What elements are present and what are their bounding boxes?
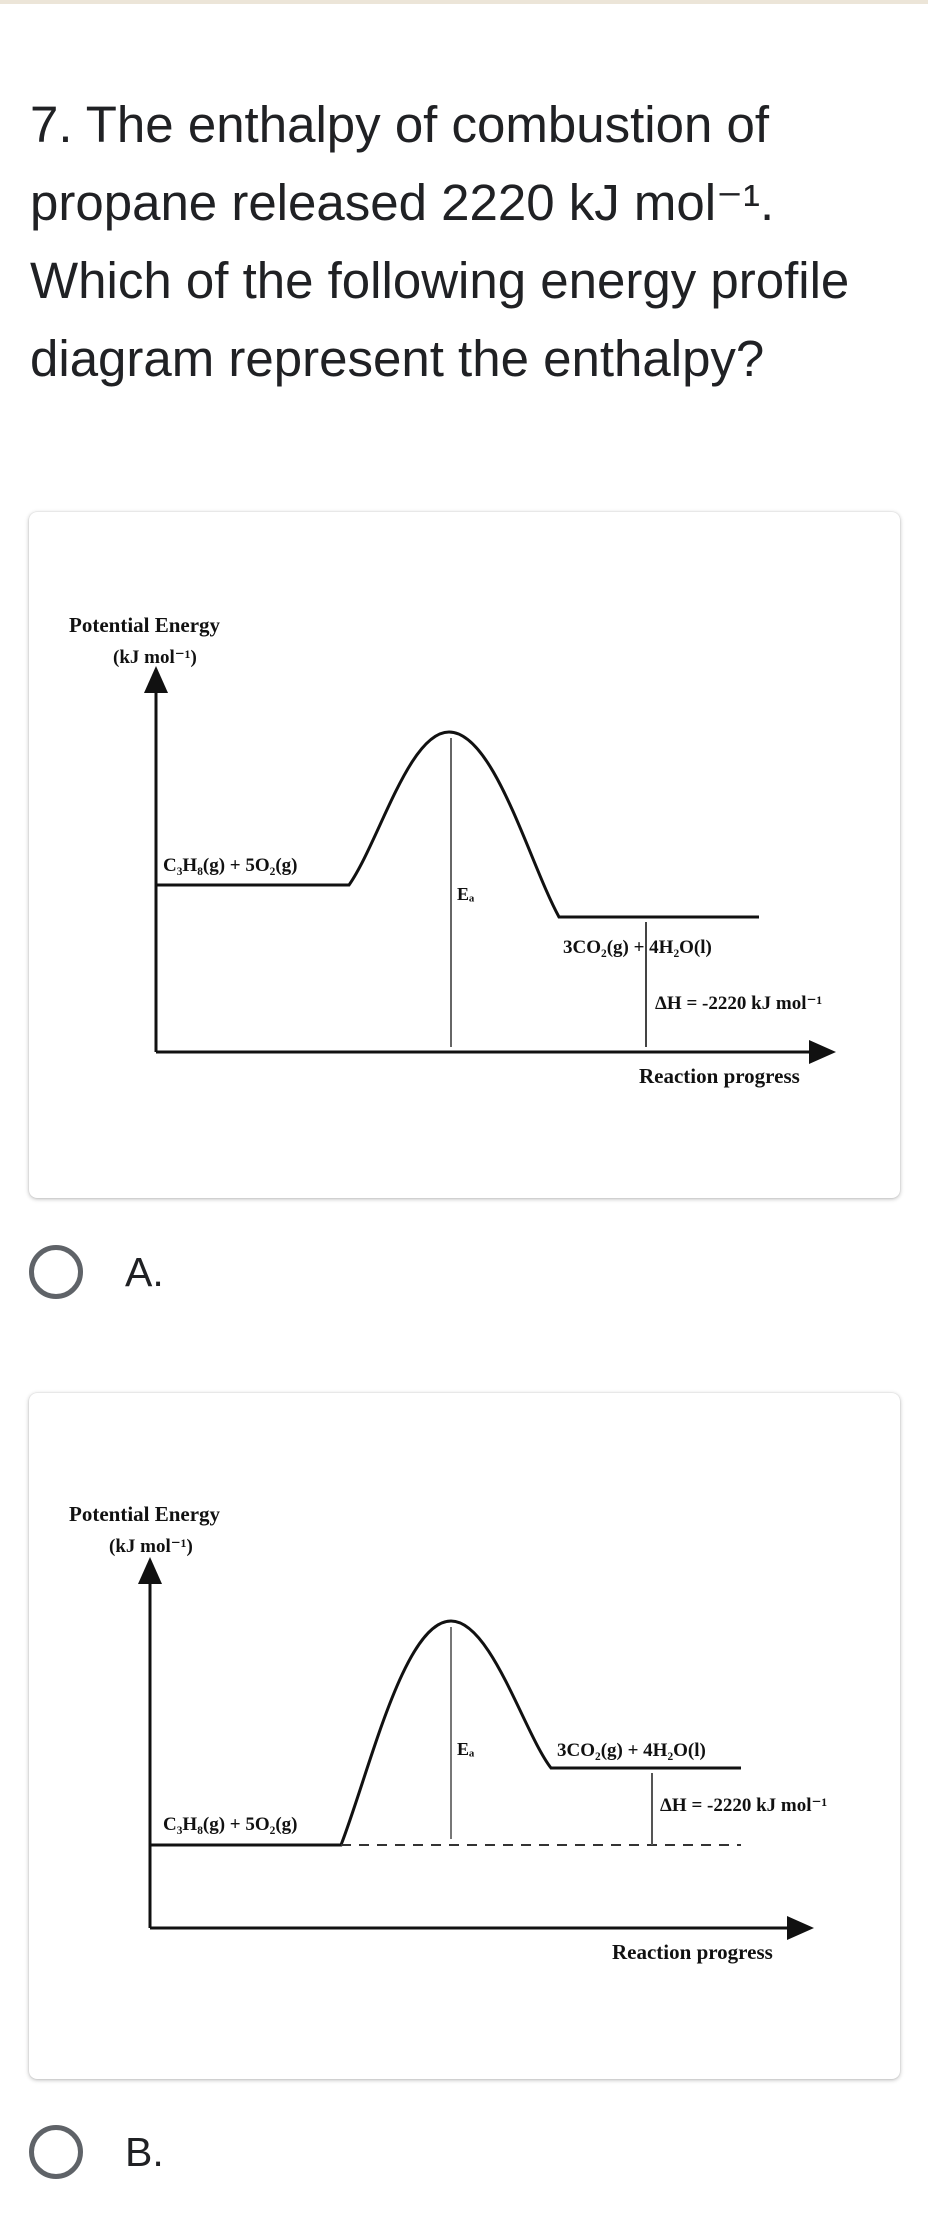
option-b[interactable] — [29, 2117, 429, 2187]
energy-profile-diagram-b — [29, 1393, 900, 2079]
option-a-image-card — [29, 512, 900, 1198]
delta-h-label: ΔH = -2220 kJ mol⁻¹ — [660, 1795, 828, 1816]
top-divider — [0, 0, 928, 4]
option-b-label: B. — [125, 2128, 164, 2175]
y-axis-label: Potential Energy — [69, 1502, 221, 1526]
x-axis-label: Reaction progress — [612, 1940, 773, 1964]
y-axis-unit: (kJ mol⁻¹) — [113, 647, 197, 668]
option-b-image-card — [29, 1393, 900, 2079]
question-text: 7. The enthalpy of combustion of propane released 2220 kJ mol⁻¹. Which of the following energy profile diagram represent the enthalpy? — [30, 96, 850, 387]
option-a-label: A. — [125, 1248, 164, 1295]
y-axis-unit: (kJ mol⁻¹) — [109, 1536, 193, 1557]
delta-h-label: ΔH = -2220 kJ mol⁻¹ — [655, 993, 823, 1014]
radio-button-b[interactable] — [29, 2125, 83, 2179]
activation-energy-label: Eₐ — [457, 1739, 475, 1759]
y-axis-label: Potential Energy — [69, 613, 221, 637]
radio-button-a[interactable] — [29, 1245, 83, 1299]
reactants-label: C₃H₈(g) + 5O₂(g) — [163, 1814, 298, 1835]
products-label: 3CO₂(g) + 4H₂O(l) — [557, 1740, 706, 1761]
reactants-label: C₃H₈(g) + 5O₂(g) — [163, 855, 298, 876]
energy-profile-diagram-a — [29, 512, 900, 1198]
products-label: 3CO₂(g) + 4H₂O(l) — [563, 937, 712, 958]
option-a[interactable] — [29, 1237, 429, 1307]
activation-energy-label: Eₐ — [457, 884, 475, 904]
x-axis-label: Reaction progress — [639, 1064, 800, 1088]
